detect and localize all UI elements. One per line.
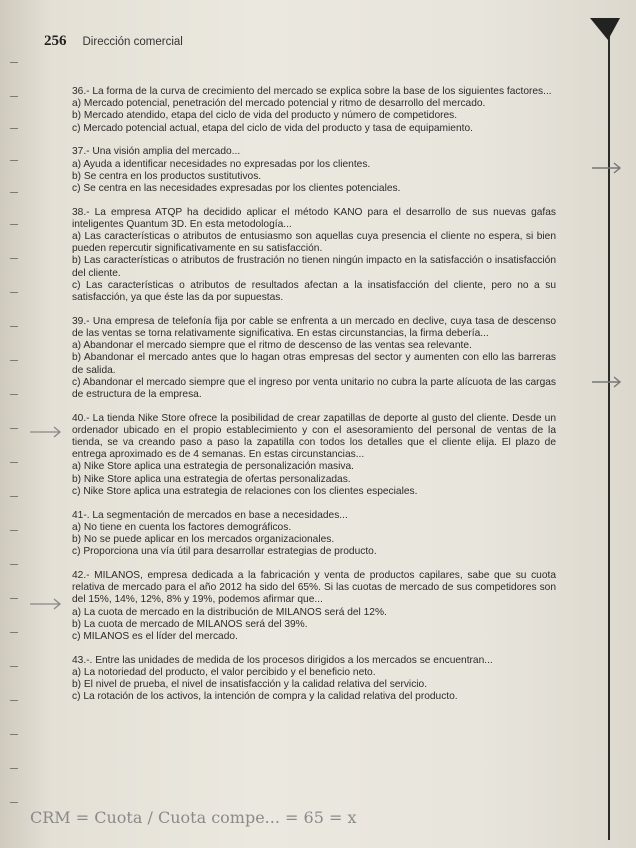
question-37 [72,146,556,195]
option-c: c) Proporciona una vía útil para desarrollar estrategias de producto. [72,546,377,558]
question-39 [72,316,556,401]
option-a: a) La notoriedad del producto, el valor percibido y el beneficio neto. [72,666,376,678]
option-c: c) La rotación de los activos, la intención de compra y la calidad relativa del producto. [72,691,458,703]
option-a: a) Nike Store aplica una estrategia de personalización masiva. [72,461,355,473]
arrow-mark [590,158,630,178]
arrow-mark [590,372,630,392]
option-b: b) La cuota de mercado de MILANOS será del 39%. [72,618,308,630]
option-a: a) La cuota de mercado en la distribución de MILANOS será del 12%. [72,606,387,618]
handwritten-note: CRM = Cuota / Cuota compe... = 65 = x [30,808,357,827]
question-list [72,86,556,715]
question-stem: 38.- La empresa ATQP ha decidido aplicar el método KANO para el desarrollo de sus nuevas gafas inteligentes Quantum 3D. En esta metodología... [72,206,556,230]
question-43 [72,655,556,704]
option-c: c) Mercado potencial actual, etapa del ciclo de vida del producto y tasa de equipamiento. [72,122,473,134]
arrow-mark [28,596,68,612]
option-b: b) El nivel de prueba, el nivel de insatisfacción y la calidad relativa del servicio. [72,679,428,691]
option-c: c) Se centra en las necesidades expresadas por los clientes potenciales. [72,182,401,194]
option-b: b) No se puede aplicar en los mercados organizacionales. [72,534,335,545]
question-36 [72,86,556,135]
margin-rule [608,20,610,840]
page-header [44,33,183,53]
question-42 [72,570,556,643]
question-stem: 43.-. Entre las unidades de medida de los procesos dirigidos a los mercados se encuentran... [72,654,493,666]
option-a: a) Ayuda a identificar necesidades no expresadas por los clientes. [72,158,371,170]
option-b: b) Se centra en los productos sustitutivos. [72,170,262,182]
option-b: b) Abandonar el mercado antes que lo hagan otras empresas del sector y aumenten con ello las barreras de salida. [72,352,556,376]
page-number: 256 [44,33,67,49]
option-c: c) Las características o atributos de resultados afectan a la insatisfacción del cliente, pero no a su satisfacción, ya que éste las da por supuestas. [72,279,556,304]
option-c: c) Nike Store aplica una estrategia de relaciones con los clientes especiales. [72,485,418,497]
option-c: c) Abandonar el mercado siempre que el ingreso por venta unitario no cubra la parte alícuota de las cargas de estructura de la empresa. [72,376,556,400]
option-a: a) No tiene en cuenta los factores demográficos. [72,521,292,533]
question-38 [72,207,556,305]
option-c: c) MILANOS es el líder del mercado. [72,630,238,642]
arrow-mark [28,424,68,440]
question-stem: 37.- Una visión amplia del mercado... [72,146,241,158]
question-stem: 42.- MILANOS, empresa dedicada a la fabricación y venta de productos capilares, sabe que su cuota relativa de mercado para el año 2012 ha sido del 65%. Si las cuotas de mercado de sus competidores son del 15%, 14%, 12%, 8% y 19%, podemos afirmar que... [72,569,556,606]
option-b: b) Las características o atributos de frustración no tienen ningún impacto en la satisfacción o insatisfacción del cliente. [72,255,556,279]
option-b: b) Nike Store aplica una estrategia de ofertas personalizadas. [72,473,351,485]
option-a: a) Abandonar el mercado siempre que el ritmo de descenso de las ventas sea relevante. [72,340,472,352]
question-stem: 41-. La segmentación de mercados en base a necesidades... [72,509,348,521]
question-41 [72,510,556,559]
question-stem: 40.- La tienda Nike Store ofrece la posibilidad de crear zapatillas de deporte al gusto del cliente. Desde un ordenador ubicado en el propio establecimiento y con el asesoramiento del personal de ventas de la tienda, se va creando paso a paso la zapatilla con todos los detalles que el cliente elija. El plazo de entrega aproximado es de 4 semanas. En estas circunstancias... [72,412,556,461]
option-a: a) Mercado potencial, penetración del mercado potencial y ritmo de desarrollo del mercado. [72,98,486,110]
option-a: a) Las características o atributos de entusiasmo son aquellas cuya presencia el cliente no espera, si bien pueden repercutir significativamente en su satisfacción. [72,231,556,255]
running-title: Dirección comercial [82,36,183,48]
question-40 [72,413,556,498]
question-stem: 39.- Una empresa de telefonía fija por cable se enfrenta a un mercado en declive, cuya tasa de descenso de las ventas se torna relativamente significativa. En estas circunstancias, la firma debería... [72,315,556,339]
option-b: b) Mercado atendido, etapa del ciclo de vida del producto y número de competidores. [72,110,458,122]
question-stem: 36.- La forma de la curva de crecimiento del mercado se explica sobre la base de los siguientes factores... [72,86,552,97]
corner-triangle-mark [590,14,620,44]
